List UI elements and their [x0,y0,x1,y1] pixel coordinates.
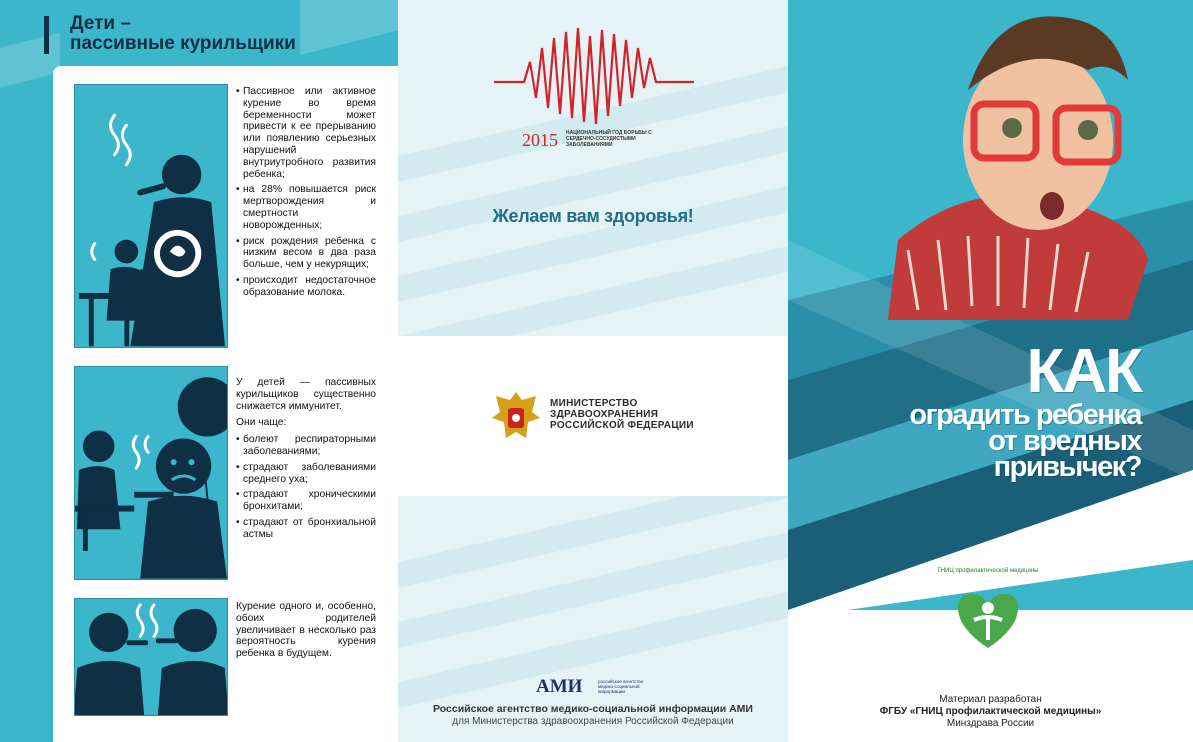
list-item: • риск рождения ребенка с низким весом в два раза больше, чем у некурящих; [236,236,376,271]
right-panel [788,0,1193,742]
parents-smoking-icon [75,599,227,715]
ministry-line-2: ЗДРАВООХРАНЕНИЯ [550,409,659,420]
title-bar [44,16,49,54]
parents-text: Курение одного и, особенно, обоих родителей увеличивает в несколько раз вероятность курения ребенка в будущем. [236,601,376,660]
headline-kak: КАК [1026,337,1141,406]
title-line-2: пассивные курильщики [70,33,296,54]
middle-panel [398,0,788,742]
ami-logo [528,676,668,700]
ministry-logo [490,388,730,444]
gnic-logo-caption: ГНИЦ профилактической медицины [937,568,1039,574]
ami-logo-small-text: российское агентство медико-социальной информации [598,679,644,694]
ministry-line-3: РОССИЙСКОЙ ФЕДЕРАЦИИ [550,420,694,431]
ami-logo-text: АМИ [536,676,583,697]
cover-headline [909,337,1141,483]
parents-smoking-illustration [74,598,228,716]
list-item: • страдают хроническими бронхитами; [236,489,376,513]
heart-year-logo [494,18,694,158]
year-caption: НАЦИОНАЛЬНЫЙ ГОД БОРЬБЫ С СЕРДЕЧНО-СОСУДИСТЫМИ ЗАБОЛЕВАНИЯМИ [566,130,652,148]
ministry-line-1: МИНИСТЕРСТВО [550,398,638,409]
cover-background [788,0,1193,610]
pregnant-smoker-illustration [74,84,228,348]
gnic-logo [937,568,1039,658]
ami-credit-line-2: для Министерства здравоохранения Российской Федерации [452,716,734,727]
gnic-heart-person-icon [938,578,1038,658]
coat-of-arms-icon [490,388,542,444]
headline-line-2: от вредных [988,425,1141,457]
ami-credit-line-1: Российское агентство медико-социальной информации АМИ [433,703,753,715]
immunity-intro: У детей — пассивных курильщиков существенно снижается иммунитет. [236,377,376,412]
text-block-pregnancy [236,86,376,303]
children-passive-smoking-illustration [74,366,228,580]
list-item: • страдают заболеваниями среднего уха; [236,462,376,486]
list-item: • страдают от бронхиальной астмы [236,517,376,541]
headline-line-1: оградить ребенка [909,399,1141,431]
list-item: • Пассивное или активное курение во время беременности может привести к ее прерыванию или появлению серьезных нарушений внутриутробного развития ребенка; [236,86,376,180]
left-title [48,14,378,54]
pregnant-smoker-icon [75,85,227,347]
list-item: • происходит недостаточное образование молока. [236,275,376,299]
list-item: • болеют респираторными заболеваниями; [236,434,376,458]
headline-line-3: привычек? [993,451,1141,483]
credit-line-2: ФГБУ «ГНИЦ профилактической медицины» [879,706,1102,717]
credit-line-1: Материал разработан [939,694,1042,705]
year-number: 2015 [522,130,558,150]
credit-block [788,694,1193,730]
family-smoking-icon [75,367,227,579]
text-block-parents [236,601,376,665]
list-item: • на 28% повышается риск мертворождения и смертности новорожденных; [236,184,376,231]
credit-line-3: Минздрава России [946,718,1035,729]
wish-text: Желаем вам здоровья! [492,206,694,226]
text-block-immunity [236,377,376,545]
ministry-text [550,398,694,431]
immunity-lead: Они чаще: [236,417,287,429]
title-line-1: Дети – [70,13,131,34]
